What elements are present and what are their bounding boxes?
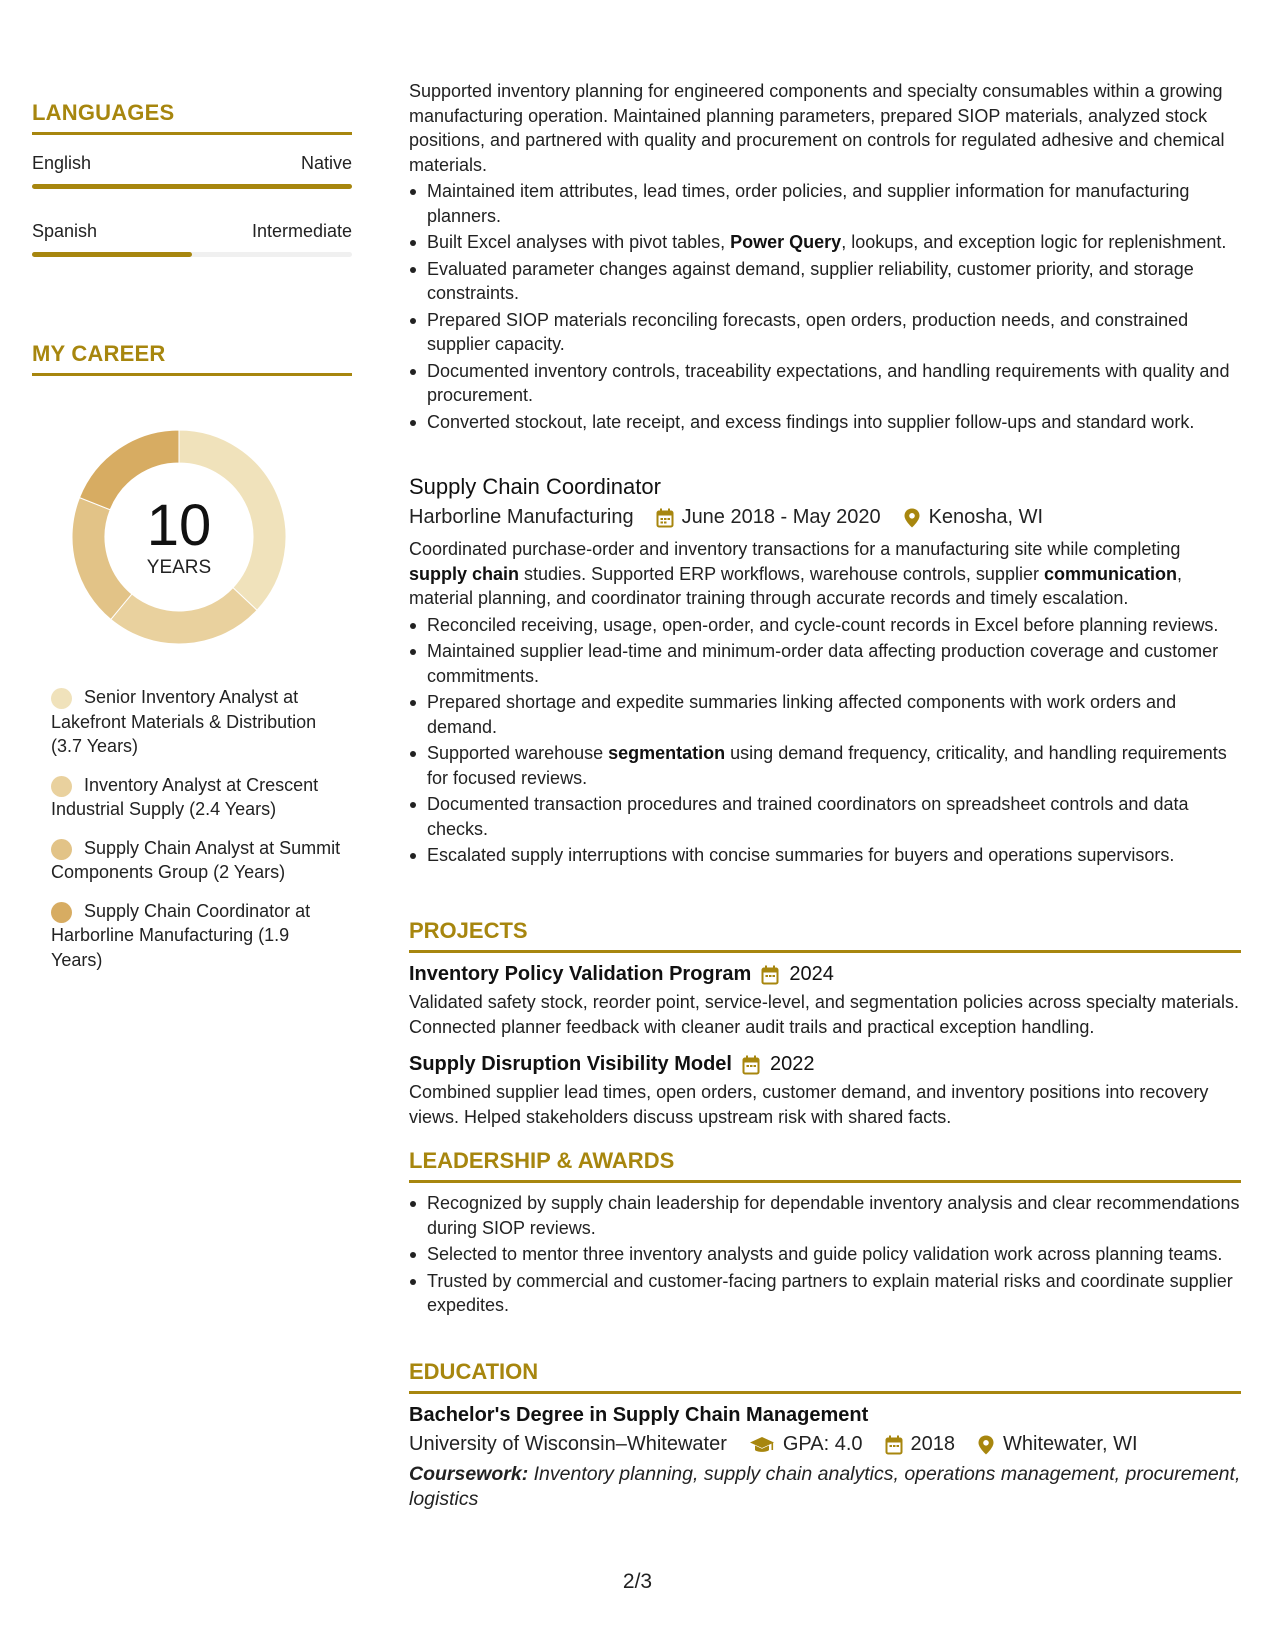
career-legend (51, 685, 341, 986)
career-legend-item (51, 899, 341, 973)
education-meta (409, 1433, 1241, 1456)
job2-block (409, 474, 1241, 870)
job1-block (409, 79, 1241, 436)
projects-heading: PROJECTS (409, 918, 1241, 953)
page-number: 2/3 (622, 1570, 653, 1593)
career-legend-item (51, 836, 341, 885)
project-description: Validated safety stock, reorder point, service-level, and segmentation policies across specialty materials. Connected planner feedback with cleaner audit trails and practical exception handling. (409, 992, 1240, 1037)
job-dates: June 2018 - May 2020 (681, 506, 881, 528)
career-legend-item (51, 685, 341, 759)
calendar-icon (761, 965, 779, 985)
job-meta (409, 506, 1241, 529)
legend-dot (51, 902, 72, 923)
company-name: Harborline Manufacturing (409, 506, 634, 528)
language-row-spanish (32, 221, 352, 242)
legend-dot (51, 776, 72, 797)
job2-bullets (409, 613, 1241, 868)
bullet-item: Escalated supply interruptions with concise summaries for buyers and operations supervisors. (409, 843, 1241, 868)
coursework-label: Coursework: (409, 1463, 529, 1485)
legend-label: Senior Inventory Analyst at Lakefront Materials & Distribution (3.7 Years) (51, 687, 317, 756)
languages-heading: LANGUAGES (32, 100, 352, 135)
project-title: Supply Disruption Visibility Model (409, 1053, 732, 1075)
legend-dot (51, 688, 72, 709)
career-heading: MY CAREER (32, 341, 352, 376)
job-summary: Coordinated purchase-order and inventory transactions for a manufacturing site while completing supply chain studies. Supported ERP workflows, warehouse controls, supplier communication, material planning, and coordinator training through accurate records and timely escalation. (409, 539, 1182, 608)
language-bar-spanish (32, 252, 352, 257)
career-total-years: 10 (146, 493, 212, 558)
calendar-icon (885, 1435, 903, 1455)
location-pin-icon (903, 508, 921, 528)
language-level: Intermediate (251, 221, 352, 241)
language-bar-english (32, 184, 352, 189)
bullet-item: Prepared shortage and expedite summaries linking affected components with work orders and demand. (409, 690, 1241, 739)
graduation-cap-icon (749, 1435, 775, 1455)
bullet-item: Documented transaction procedures and trained coordinators on spreadsheet controls and data checks. (409, 792, 1241, 841)
legend-label: Inventory Analyst at Crescent Industrial Supply (2.4 Years) (51, 774, 319, 819)
bullet-item: Reconciled receiving, usage, open-order, and cycle-count records in Excel before planning reviews. (409, 613, 1241, 638)
education-section (409, 1359, 1241, 1512)
project-year: 2024 (789, 963, 834, 985)
project-title-row (409, 963, 1241, 986)
career-total-unit: YEARS (146, 557, 212, 578)
project-title: Inventory Policy Validation Program (409, 963, 752, 985)
gpa: GPA: 4.0 (782, 1433, 863, 1455)
graduation-year: 2018 (910, 1433, 956, 1455)
bullet-item: Converted stockout, late receipt, and excess findings into supplier follow-ups and standard work. (409, 410, 1241, 435)
bullet-item: Recognized by supply chain leadership for dependable inventory analysis and clear recommendations during SIOP reviews. (409, 1191, 1241, 1240)
education-heading: EDUCATION (409, 1359, 1241, 1394)
job-location: Kenosha, WI (928, 506, 1044, 528)
job-summary: Supported inventory planning for engineered components and specialty consumables within a growing manufacturing operation. Maintained planning parameters, prepared SIOP materials, analyzed stock positions, and partnered with quality and procurement on controls for regulated adhesive and chemical materials. (409, 81, 1225, 175)
language-row-english (32, 153, 352, 174)
bullet-item: Evaluated parameter changes against demand, supplier reliability, customer priority, and storage constraints. (409, 257, 1241, 306)
bullet-item: Maintained supplier lead-time and minimum-order data affecting production coverage and customer commitments. (409, 639, 1241, 688)
bullet-item: Trusted by commercial and customer-facing partners to explain material risks and coordinate supplier expedites. (409, 1269, 1241, 1318)
language-bar-fill (32, 252, 192, 257)
language-bar-fill (32, 184, 352, 189)
language-level: Native (300, 153, 352, 173)
coursework (409, 1462, 1241, 1512)
bullet-item: Supported warehouse segmentation using demand frequency, criticality, and handling requirements for focused reviews. (409, 741, 1241, 790)
calendar-icon (742, 1055, 760, 1075)
donut-center (66, 424, 292, 650)
project-description: Combined supplier lead times, open orders, customer demand, and inventory positions into recovery views. Helped stakeholders discuss upstream risk with shared facts. (409, 1082, 1209, 1127)
leadership-heading: LEADERSHIP & AWARDS (409, 1148, 1241, 1183)
leadership-section (409, 1148, 1241, 1320)
school-name: University of Wisconsin–Whitewater (409, 1433, 727, 1455)
legend-label: Supply Chain Coordinator at Harborline Manufacturing (1.9 Years) (51, 900, 311, 970)
bullet-item: Selected to mentor three inventory analysts and guide policy validation work across planning teams. (409, 1242, 1241, 1267)
leadership-bullets (409, 1191, 1241, 1318)
career-legend-item (51, 773, 341, 822)
school-location: Whitewater, WI (1003, 1433, 1138, 1455)
project-title-row (409, 1053, 1241, 1076)
career-donut-chart (66, 424, 292, 650)
calendar-icon (656, 508, 674, 528)
project-year: 2022 (770, 1053, 815, 1075)
bullet-item: Built Excel analyses with pivot tables, Power Query, lookups, and exception logic for replenishment. (409, 230, 1241, 255)
legend-dot (51, 839, 72, 860)
bullet-item: Prepared SIOP materials reconciling forecasts, open orders, production needs, and constrained supplier capacity. (409, 308, 1241, 357)
job1-bullets (409, 179, 1241, 434)
language-name: Spanish (32, 221, 98, 241)
language-name: English (32, 153, 92, 173)
bullet-item: Documented inventory controls, traceability expectations, and handling requirements with quality and procurement. (409, 359, 1241, 408)
degree-title: Bachelor's Degree in Supply Chain Management (409, 1404, 869, 1426)
location-pin-icon (977, 1435, 995, 1455)
projects-section (409, 918, 1241, 1129)
job-title: Supply Chain Coordinator (409, 474, 661, 499)
legend-label: Supply Chain Analyst at Summit Components Group (2 Years) (51, 837, 341, 882)
bullet-item: Maintained item attributes, lead times, order policies, and supplier information for manufacturing planners. (409, 179, 1241, 228)
coursework-list: Inventory planning, supply chain analytics, operations management, procurement, logistics (409, 1463, 1241, 1510)
